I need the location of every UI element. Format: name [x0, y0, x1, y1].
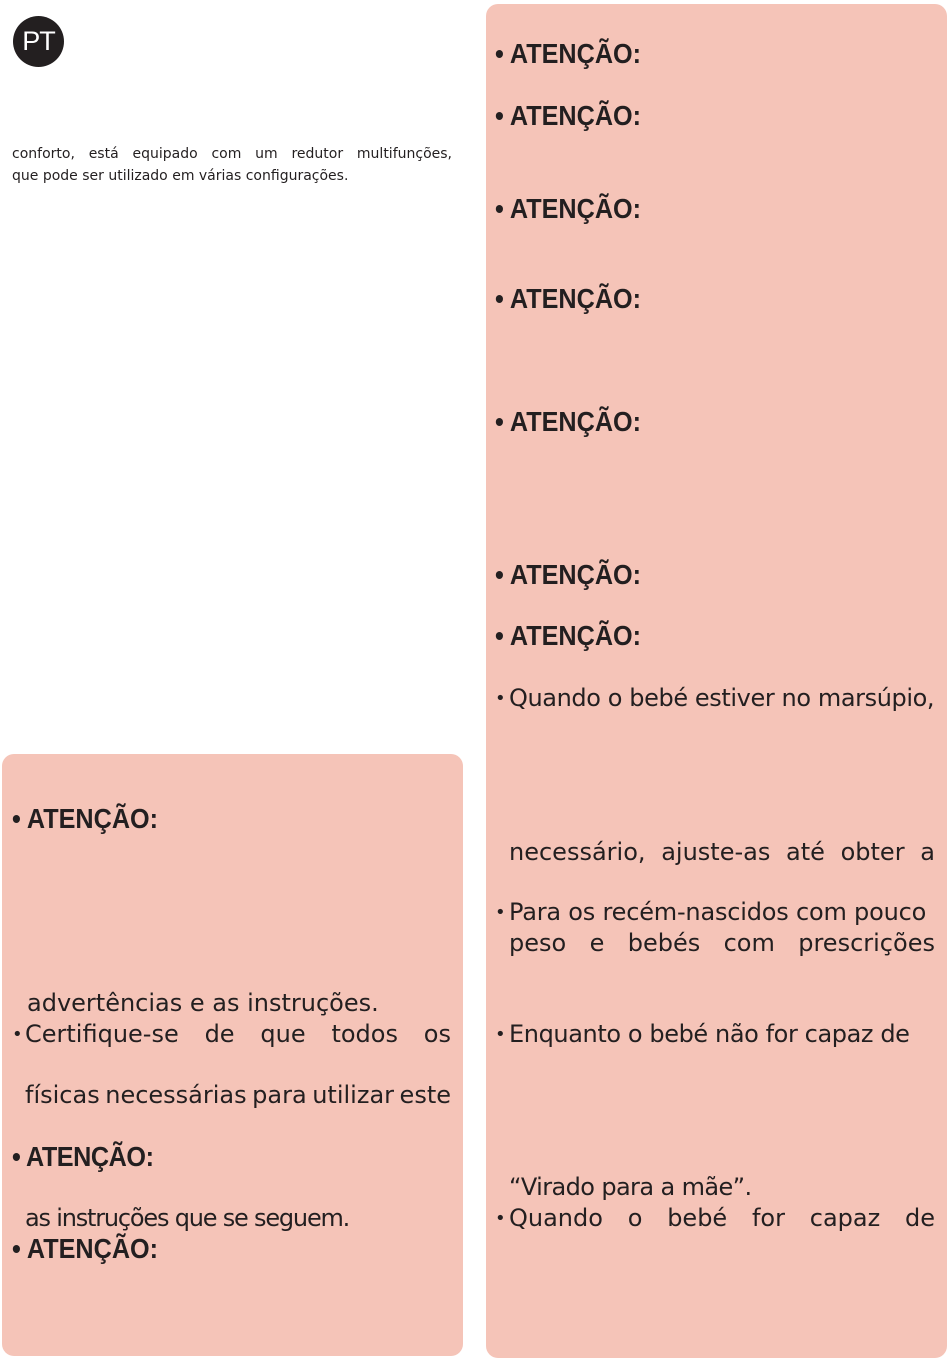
warning-heading: • ATENÇÃO: — [495, 283, 642, 314]
text-word: prescrições — [798, 929, 935, 957]
text-word: até — [786, 838, 825, 866]
bullet-dot: • — [495, 902, 506, 923]
text-word: Certifique-se — [25, 1020, 179, 1048]
text-word: para — [252, 1081, 307, 1109]
text-line — [509, 928, 935, 958]
text-word: com — [723, 929, 775, 957]
text-line — [509, 1203, 935, 1233]
warning-heading: • ATENÇÃO: — [495, 38, 642, 69]
text-word: este — [399, 1081, 451, 1109]
text-word: bebé — [667, 1204, 728, 1232]
text-word: obter — [840, 838, 905, 866]
text-line: as instruções que se seguem. — [25, 1204, 350, 1232]
text-word: Quando — [509, 1204, 603, 1232]
warning-heading: • ATENÇÃO: — [12, 803, 159, 834]
bullet-dot: • — [495, 1208, 506, 1229]
warning-heading: • ATENÇÃO: — [495, 559, 642, 590]
text-word: o — [627, 1204, 643, 1232]
warning-heading: • ATENÇÃO: — [495, 100, 642, 131]
text-word: todos — [331, 1020, 398, 1048]
text-line — [509, 837, 935, 867]
text-word: capaz — [809, 1204, 881, 1232]
bullet-dot: • — [12, 1024, 23, 1045]
text-line — [25, 1019, 451, 1049]
intro-line: que pode ser utilizado em várias configurações. — [12, 168, 349, 184]
warning-heading: • ATENÇÃO: — [495, 620, 642, 651]
text-word: que — [260, 1020, 306, 1048]
intro-paragraph — [12, 143, 452, 187]
text-word: de — [204, 1020, 235, 1048]
warning-panel-left — [2, 754, 463, 1356]
text-line: Enquanto o bebé não for capaz de — [509, 1020, 910, 1048]
text-word: a — [920, 838, 935, 866]
text-word: utilizar — [312, 1081, 395, 1109]
text-line: advertências e as instruções. — [27, 989, 379, 1017]
text-word: bebés — [627, 929, 701, 957]
text-word: e — [589, 929, 605, 957]
language-badge: PT — [13, 16, 64, 67]
warning-heading: • ATENÇÃO: — [495, 406, 642, 437]
warning-heading: • ATENÇÃO: — [12, 1141, 154, 1172]
text-word: os — [423, 1020, 451, 1048]
text-line: Para os recém-nascidos com pouco — [509, 898, 927, 926]
text-line — [25, 1080, 451, 1110]
text-word: peso — [509, 929, 567, 957]
warning-heading: • ATENÇÃO: — [12, 1233, 159, 1264]
text-line: “Virado para a mãe”. — [509, 1173, 752, 1201]
bullet-dot: • — [495, 1024, 506, 1045]
text-word: for — [751, 1204, 785, 1232]
text-word: de — [904, 1204, 935, 1232]
bullet-dot: • — [495, 688, 506, 709]
text-word: ajuste-as — [661, 838, 771, 866]
text-word: necessárias — [105, 1081, 247, 1109]
text-word: físicas — [25, 1081, 100, 1109]
intro-line: conforto, está equipado com um redutor multifunções, — [12, 146, 452, 162]
warning-heading: • ATENÇÃO: — [495, 193, 642, 224]
text-line: Quando o bebé estiver no marsúpio, — [509, 684, 935, 712]
text-word: necessário, — [509, 838, 646, 866]
